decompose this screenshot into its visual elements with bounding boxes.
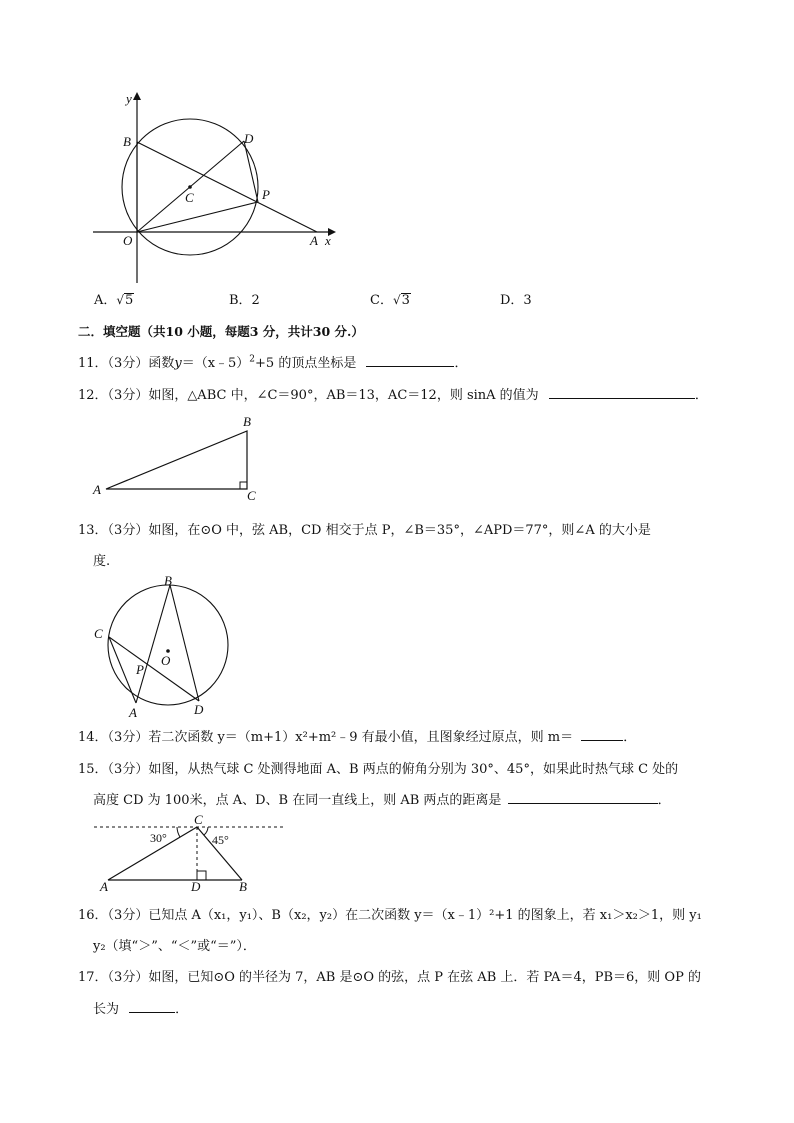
label-p: P — [136, 662, 144, 677]
label-o: O — [123, 233, 133, 248]
figure-circle-chords — [90, 572, 240, 722]
label-d: D — [191, 879, 201, 894]
q17-line2-text: 长为 — [93, 1002, 120, 1017]
circle-o — [108, 585, 228, 705]
option-c-prefix: C． — [370, 293, 393, 308]
option-b: B．2 — [229, 293, 260, 308]
question-13-line2: 度. — [93, 554, 111, 569]
q15-end: ． — [657, 793, 671, 808]
label-y: y — [126, 91, 132, 106]
option-a: A．√5 — [94, 293, 134, 308]
question-15-line1: 15．（3分）如图，从热气球 C 处测得地面 A、B 两点的俯角分别为 30°、45°，如果此时热气球 C 处的 — [78, 762, 679, 777]
option-a-prefix: A． — [94, 293, 117, 308]
label-45: 45° — [212, 833, 229, 847]
label-c: C — [185, 190, 194, 205]
label-c: C — [94, 626, 103, 641]
q17-end: ． — [175, 1002, 189, 1017]
label-c: C — [247, 488, 256, 503]
label-a: A — [93, 482, 101, 497]
right-angle-mark — [240, 482, 247, 489]
question-15-line2 — [93, 789, 671, 808]
label-b: B — [239, 879, 247, 894]
q11-answer-blank[interactable] — [366, 354, 454, 367]
label-a: A — [100, 879, 108, 894]
q11-sup: 2 — [249, 354, 256, 365]
label-d: D — [244, 131, 254, 146]
option-c: C．√3 — [370, 293, 410, 308]
question-16-line2: y₂（填“＞”、“＜”或“＝”）． — [93, 939, 256, 954]
q11-end: ． — [454, 356, 468, 371]
figure-right-triangle — [90, 412, 270, 504]
q17-answer-blank[interactable] — [129, 1000, 175, 1013]
q12-text: 12．（3分）如图，△ABC 中，∠C＝90°，AB＝13，AC＝12，则 sinA 的值为 — [78, 388, 539, 403]
chord-ba — [136, 585, 170, 703]
figure-circle-coordinate — [85, 88, 345, 288]
label-b: B — [164, 573, 172, 588]
q14-answer-blank[interactable] — [581, 728, 623, 741]
q15-answer-blank[interactable] — [508, 791, 658, 804]
label-30: 30° — [150, 831, 167, 845]
q12-end: ． — [694, 388, 708, 403]
q11-eq: ＝（x﹣5） — [181, 356, 250, 371]
question-11 — [78, 352, 467, 371]
option-d: D．3 — [500, 293, 532, 308]
label-o: O — [161, 653, 171, 668]
question-12 — [78, 384, 708, 403]
q11-tail: +5 的顶点坐标是 — [255, 356, 357, 371]
label-x: x — [325, 233, 331, 248]
option-a-radicand: 5 — [125, 293, 134, 308]
question-17-line2 — [93, 998, 188, 1017]
label-a: A — [310, 233, 318, 248]
question-16-line1: 16．（3分）已知点 A（x₁，y₁）、B（x₂，y₂）在二次函数 y＝（x﹣1）²+1 的图象上，若 x₁＞x₂＞1，则 y₁ — [78, 908, 702, 923]
label-b: B — [123, 134, 131, 149]
label-a: A — [129, 705, 137, 720]
label-b: B — [243, 414, 251, 429]
center-dot — [188, 185, 192, 189]
angle-arc-30 — [177, 827, 180, 837]
section-title: 二．填空题（共10 小题，每题3 分，共计30 分.） — [78, 324, 364, 339]
angle-arc-45 — [204, 827, 208, 835]
label-d: D — [194, 702, 204, 717]
option-c-radicand: 3 — [401, 293, 410, 308]
q14-end: ． — [623, 730, 637, 745]
label-p: P — [262, 187, 270, 202]
q15-line2-text: 高度 CD 为 100米，点 A、D、B 在同一直线上，则 AB 两点的距离是 — [93, 793, 502, 808]
triangle-abc — [106, 431, 247, 489]
question-13-line1: 13．（3分）如图，在⊙O 中，弦 AB，CD 相交于点 P，∠B＝35°，∠APD＝77°，则∠A 的大小是 — [78, 523, 651, 538]
q11-y: y — [174, 356, 182, 371]
question-14 — [78, 726, 636, 745]
label-c: C — [194, 812, 203, 827]
q11-num: 11．（3分）函数 — [78, 356, 175, 371]
q12-answer-blank[interactable] — [549, 386, 695, 399]
y-axis-arrow — [133, 92, 141, 100]
figure-balloon-angles — [90, 812, 290, 892]
q14-text: 14．（3分）若二次函数 y＝（m+1）x²+m²﹣9 有最小值，且图象经过原点，则 m＝ — [78, 730, 574, 745]
question-17-line1: 17．（3分）如图，已知⊙O 的半径为 7，AB 是⊙O 的弦，点 P 在弦 AB 上．若 PA＝4，PB＝6，则 OP 的 — [78, 970, 701, 985]
